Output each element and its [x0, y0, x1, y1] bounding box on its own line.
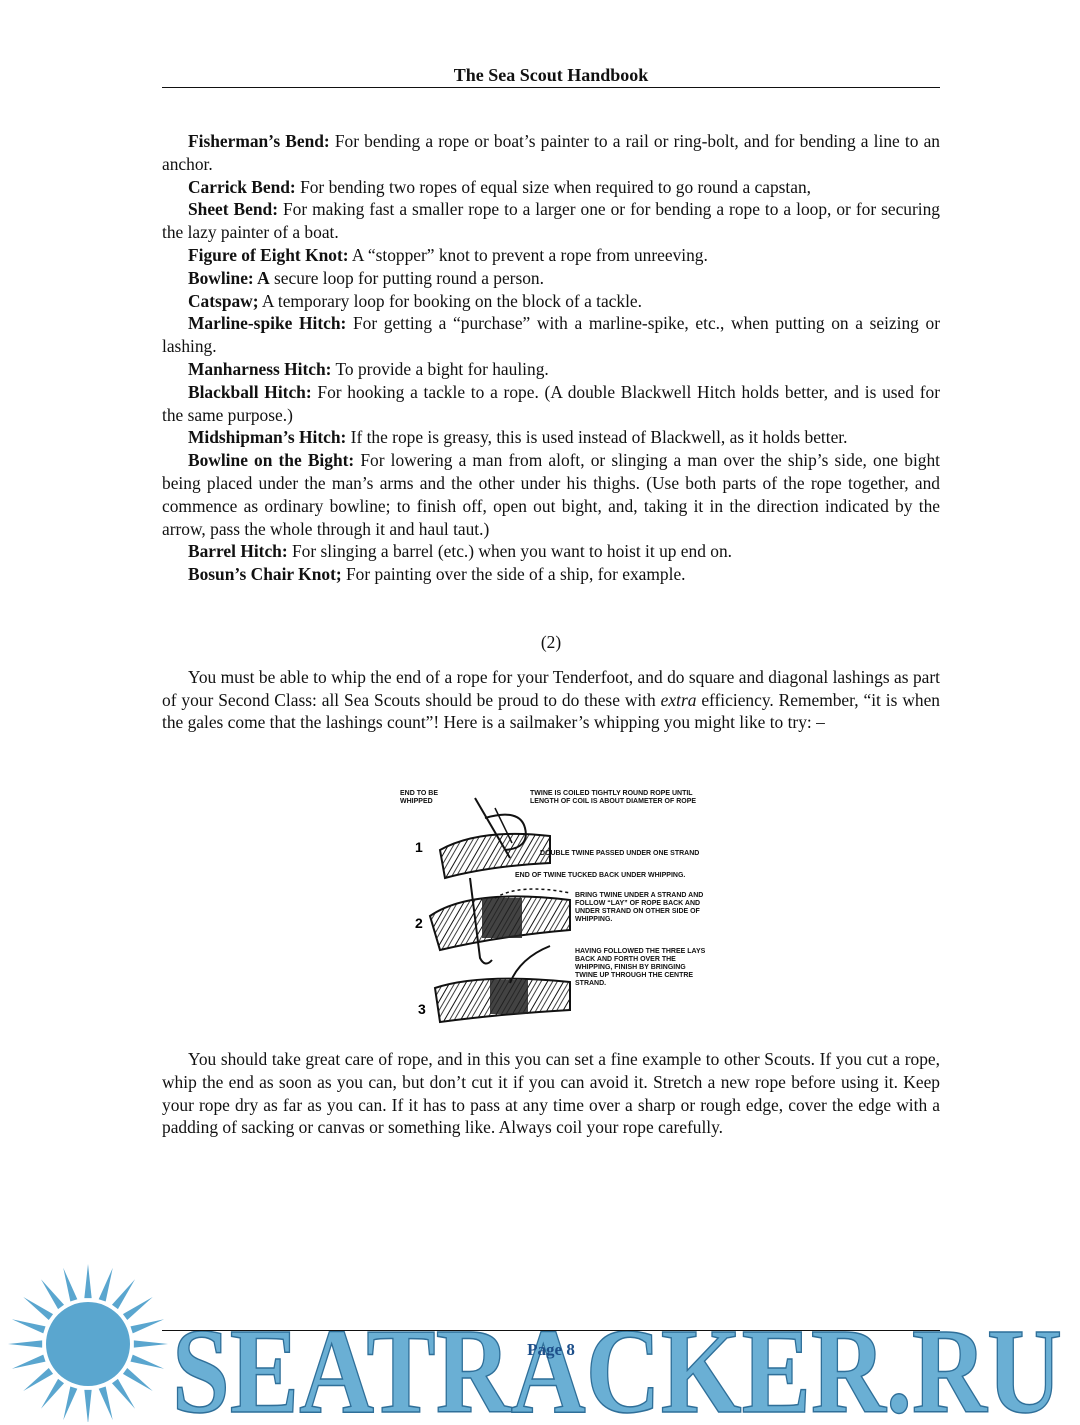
- page-number: Page 8: [527, 1340, 575, 1359]
- knot-desc: For painting over the side of a ship, for example.: [341, 564, 686, 585]
- sun-ray: [63, 1386, 77, 1420]
- rope-care-section: [162, 1048, 940, 1139]
- sailmakers-whipping-figure: [400, 788, 710, 1028]
- rope-step-3: [435, 946, 570, 1022]
- knot-entry: [162, 312, 940, 358]
- knot-desc: For bending two ropes of equal size when required to go round a capstan,: [295, 176, 812, 197]
- knot-entry: [162, 563, 940, 586]
- knot-name: Figure of Eight Knot:: [188, 244, 349, 265]
- sun-ray: [123, 1368, 153, 1391]
- whipping-emphasis: extra: [660, 689, 697, 710]
- sun-ray: [63, 1268, 77, 1302]
- sun-ray: [84, 1264, 91, 1298]
- knot-entry: [162, 381, 940, 427]
- knot-name: Sheet Bend:: [188, 199, 279, 220]
- sun-ray: [8, 1340, 42, 1347]
- sun-ray: [12, 1319, 46, 1333]
- label-having-followed: HAVING FOLLOWED THE THREE LAYS BACK AND FORTH OVER THE WHIPPING, FINISH BY BRINGING TWINE UP THROUGH THE CENTRE STRAND.: [575, 948, 706, 987]
- knot-name: Fisherman’s Bend:: [188, 131, 330, 151]
- knot-name: Bowline on the Bight:: [188, 450, 355, 471]
- watermark-text: SEATRACKER.RU: [172, 1304, 1062, 1422]
- knot-desc: For lowering a man from aloft, or slinging a man over the ship’s side, one bight being placed under the man’s arms and the other under his thighs. (Use both parts of the rope together, and commence as ordinary bowline; to finish off, open out bight, and, taking it in the direction indicated by the arrow, pass the whole through it and haul taut.): [162, 450, 940, 539]
- page-header-title: The Sea Scout Handbook: [453, 65, 649, 85]
- label-twine-coiled: TWINE IS COILED TIGHTLY ROUND ROPE UNTIL LENGTH OF COIL IS ABOUT DIAMETER OF ROPE: [530, 790, 697, 805]
- knot-desc: If the rope is greasy, this is used instead of Blackwell, as it holds better.: [346, 427, 848, 448]
- knot-entry: [162, 176, 940, 199]
- knot-name: Bosun’s Chair Knot;: [188, 564, 342, 585]
- sun-icon: [8, 1264, 168, 1422]
- sun-ray: [23, 1297, 53, 1320]
- knot-desc: To provide a bight for hauling.: [331, 358, 549, 379]
- knot-entry: [162, 449, 940, 540]
- knot-entry: [162, 267, 940, 290]
- knot-name: Manharness Hitch:: [188, 358, 332, 379]
- knot-entry: [162, 198, 940, 244]
- sun-ray: [130, 1319, 164, 1333]
- sun-ray: [112, 1279, 135, 1309]
- knot-name: Barrel Hitch:: [188, 541, 288, 562]
- label-end: END TO BE WHIPPED: [400, 790, 438, 805]
- knot-desc: A temporary loop for booking on the block of a tackle.: [258, 290, 642, 311]
- sun-ray: [41, 1279, 64, 1309]
- knot-entry: [162, 130, 940, 176]
- knot-desc: For slinging a barrel (etc.) when you want to hoist it up end on.: [287, 541, 733, 562]
- section-number: (2): [540, 631, 562, 652]
- label-double-twine: DOUBLE TWINE PASSED UNDER ONE STRAND: [540, 850, 700, 857]
- knot-name: Midshipman’s Hitch:: [188, 427, 347, 448]
- knot-desc: For hooking a tackle to a rope. (A double Blackwell Hitch holds better, and is used for the same purpose.): [162, 381, 940, 425]
- footer-rule: [162, 1330, 940, 1331]
- whipping-text-before: You must be able to whip the end of a rope for your Tenderfoot, and do square and diagonal lashings as part of your Second Class: all Sea Scouts should be proud to do these with: [162, 666, 940, 710]
- whipping-paragraph: [162, 666, 940, 734]
- sun-ray: [84, 1390, 91, 1422]
- knot-desc: For making fast a smaller rope to a larger one or for bending a rope to a loop, or for securing the lazy painter of a boat.: [162, 199, 941, 243]
- sun-ray: [112, 1379, 135, 1409]
- sun-ray: [130, 1355, 164, 1369]
- knot-entry: [162, 290, 940, 313]
- knot-entry: [162, 358, 940, 381]
- sun-ray: [99, 1386, 113, 1420]
- sun-ray: [12, 1355, 46, 1369]
- figure-step-number: 1: [415, 839, 423, 855]
- figure-step-number: 3: [418, 1001, 426, 1017]
- sun-ray: [23, 1368, 53, 1391]
- knot-name: Blackball Hitch:: [188, 381, 312, 402]
- knot-desc: secure loop for putting round a person.: [269, 267, 544, 288]
- rope-care-paragraph: You should take great care of rope, and in this you can set a fine example to other Scouts. If you cut a rope, whip the end as soon as you can, but don’t cut it if you can avoid it. Stretch a new rope before using it. Keep your rope dry as far as you can. If it has to pass at any time over a sharp or rough edge, cover the edge with a padding of sacking or canvas or something like. Always coil your rope carefully.: [162, 1049, 940, 1138]
- label-end-tucked: END OF TWINE TUCKED BACK UNDER WHIPPING.: [515, 872, 686, 879]
- sun-ray: [99, 1268, 113, 1302]
- knot-entry: [162, 426, 940, 449]
- knot-name: Bowline: A: [188, 267, 270, 288]
- knot-name: Catspaw;: [188, 290, 259, 311]
- knot-desc: A “stopper” knot to prevent a rope from unreeving.: [348, 244, 708, 265]
- sun-ray: [41, 1379, 64, 1409]
- label-bring-twine: BRING TWINE UNDER A STRAND AND FOLLOW “LAY” OF ROPE BACK AND UNDER STRAND ON OTHER SIDE OF WHIPPING.: [575, 892, 704, 923]
- knot-entry: [162, 244, 940, 267]
- figure-step-number: 2: [415, 915, 423, 931]
- knot-name: Marline-spike Hitch:: [188, 313, 347, 334]
- knot-name: Carrick Bend:: [188, 176, 296, 197]
- knot-entry: [162, 540, 940, 563]
- knot-list: [162, 130, 940, 734]
- knot-desc: For bending a rope or boat’s painter to a rail or ring-bolt, and for bending a line to an anchor.: [162, 131, 941, 174]
- header-rule: [162, 87, 940, 88]
- sun-ray: [123, 1297, 153, 1320]
- whipping-text-after: efficiency. Remember, “it is when the gales come that the lashings count”! Here is a sailmaker’s whipping you might like to try: –: [162, 689, 940, 733]
- knot-desc: For getting a “purchase” with a marline-spike, etc., when putting on a seizing or lashing.: [162, 313, 940, 357]
